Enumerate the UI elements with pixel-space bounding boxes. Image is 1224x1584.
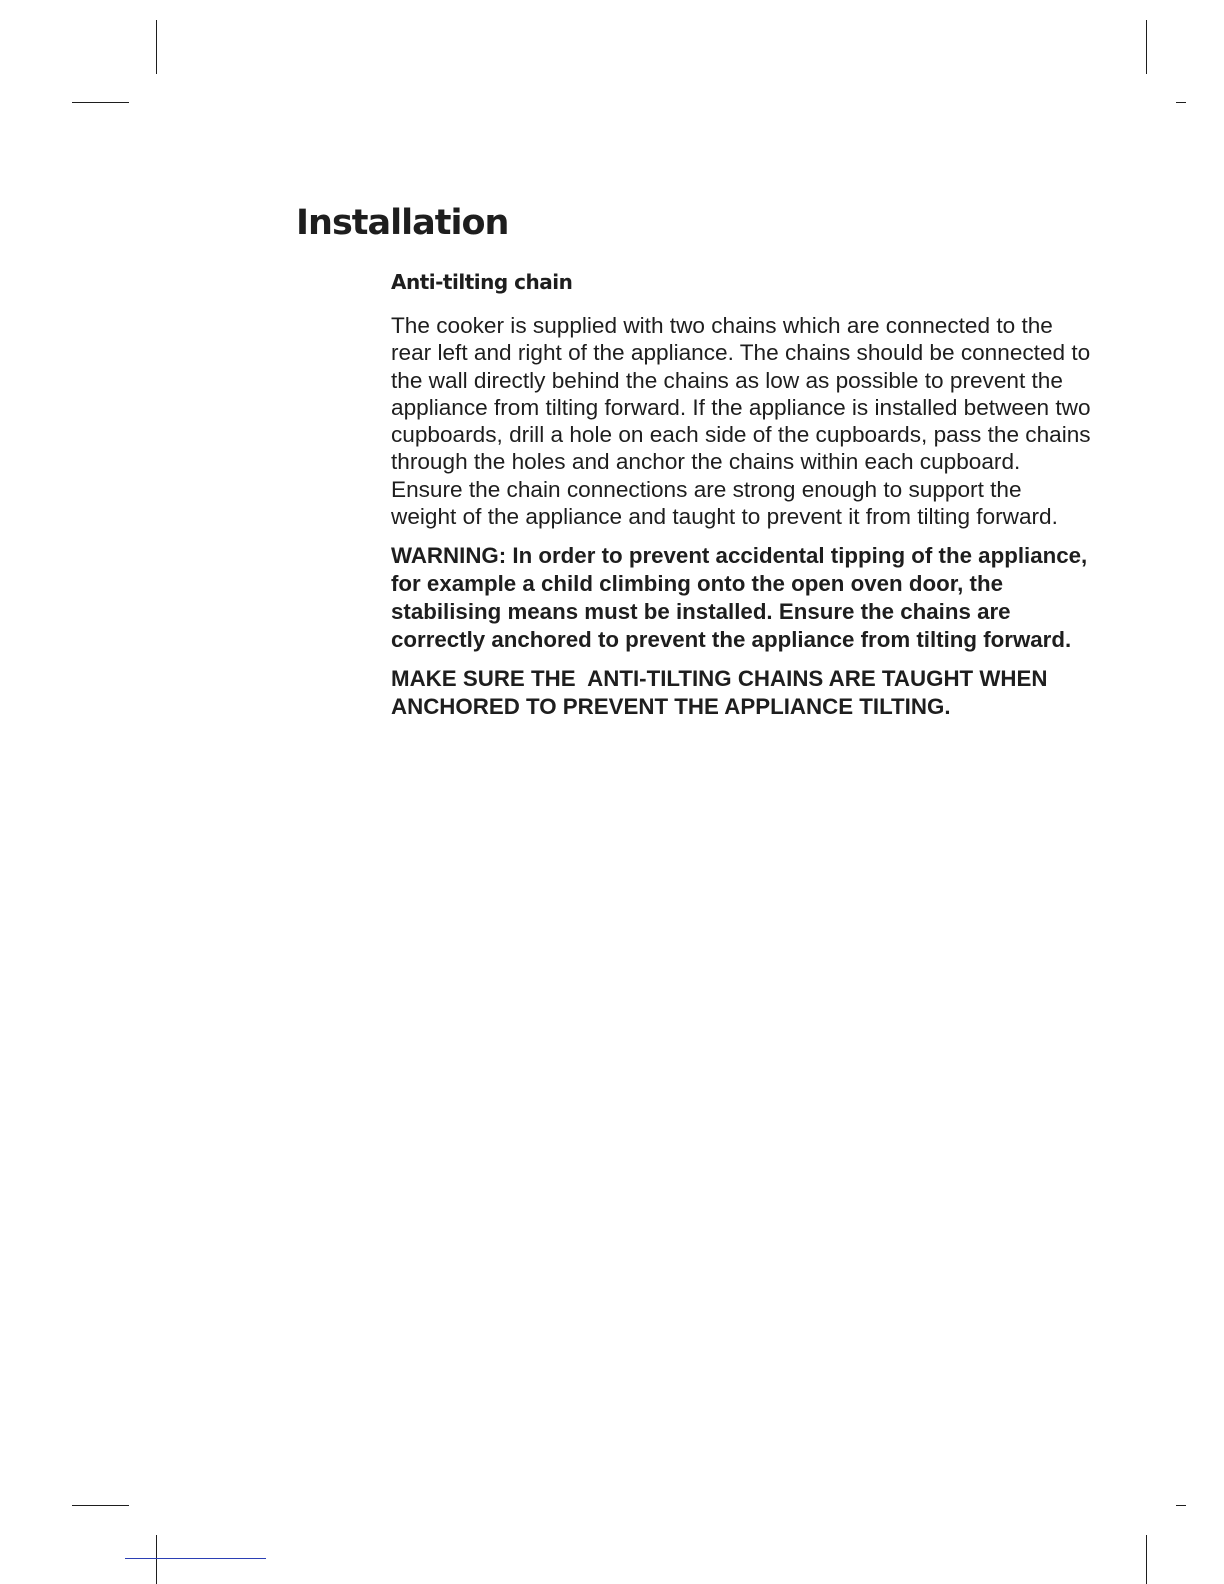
section-heading: Anti-tilting chain — [391, 270, 573, 294]
crop-mark-top-left-horizontal — [72, 102, 129, 103]
caps-notice: MAKE SURE THE ANTI-TILTING CHAINS ARE TAUGHT WHEN ANCHORED TO PREVENT THE APPLIANCE TILTING. — [391, 666, 1053, 720]
warning-paragraph: WARNING: In order to prevent accidental tipping of the appliance, for example a child climbing onto the open oven door, the stabilising means must be installed. Ensure the chains are correctly anchored to prevent the appliance from tilting forward. — [391, 543, 1088, 653]
crop-mark-bottom-right-horizontal — [1176, 1505, 1186, 1506]
crop-mark-bottom-left-blue-line — [125, 1558, 266, 1559]
crop-mark-bottom-right-vertical — [1146, 1535, 1147, 1584]
crop-mark-bottom-left-horizontal — [72, 1505, 129, 1506]
body-paragraph: The cooker is supplied with two chains which are connected to the rear left and right of the appliance. The chains should be connected to the wall directly behind the chains as low as possible to prevent the appliance from tilting forward. If the appliance is installed between two cupboards, drill a hole on each side of the cupboards, pass the chains through the holes and anchor the chains within each cupboard. Ensure the chain connections are strong enough to support the weight of the appliance and taught to prevent it from tilting forward. — [391, 313, 1091, 530]
content-block — [391, 268, 1091, 721]
crop-mark-top-left-vertical — [156, 20, 157, 74]
page-title: Installation — [296, 203, 509, 243]
crop-mark-top-right-horizontal — [1176, 102, 1186, 103]
crop-mark-bottom-left-vertical — [156, 1535, 157, 1584]
crop-mark-top-right-vertical — [1146, 20, 1147, 74]
